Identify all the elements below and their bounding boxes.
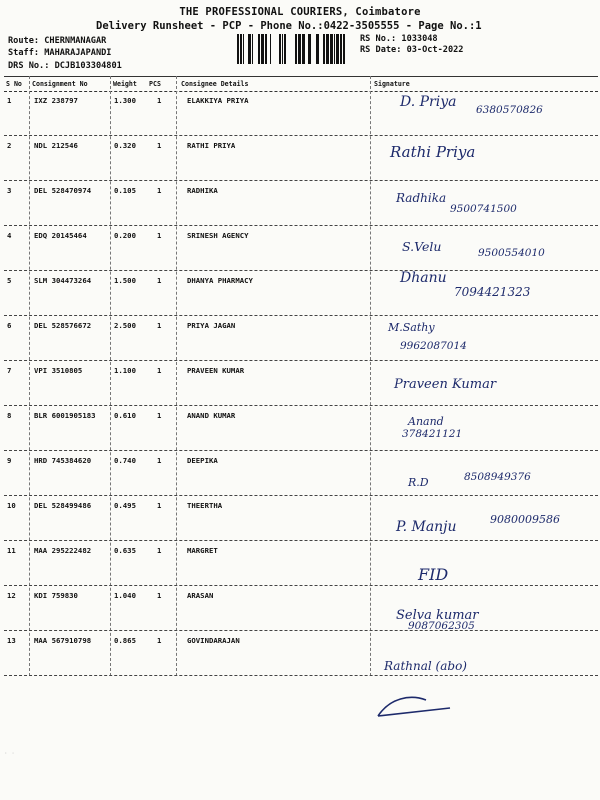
runsheet-title: Delivery Runsheet - PCP - Phone No.:0422-3505555 - Page No.:1 bbox=[96, 20, 482, 32]
signature-text: Radhika bbox=[396, 191, 447, 205]
row-sno: 13 bbox=[7, 636, 16, 645]
signature-phone: 9962087014 bbox=[400, 340, 467, 352]
col-signature: Signature bbox=[374, 80, 410, 88]
signature bbox=[378, 585, 600, 630]
row-consignment: HRD 745384620 bbox=[34, 456, 92, 465]
table-row bbox=[4, 225, 598, 271]
table-row bbox=[4, 630, 598, 676]
table-row bbox=[4, 405, 598, 451]
row-consignment: VPI 3510805 bbox=[34, 366, 83, 375]
signature-phone: 9500554010 bbox=[478, 247, 545, 259]
row-weight: 0.635 bbox=[114, 546, 136, 555]
barcode bbox=[237, 34, 352, 64]
signature-text: S.Velu bbox=[402, 239, 442, 254]
col-pcs: PCS bbox=[149, 80, 161, 88]
signature-text: Anand bbox=[408, 415, 444, 428]
signature-phone: 7094421323 bbox=[454, 285, 531, 299]
col-consignee: Consignee Details bbox=[181, 80, 249, 88]
row-weight: 0.610 bbox=[114, 411, 136, 420]
row-pcs: 1 bbox=[157, 411, 162, 420]
signature-phone: 9087062305 bbox=[408, 620, 475, 632]
row-sno: 3 bbox=[7, 186, 12, 195]
row-weight: 0.320 bbox=[114, 141, 136, 150]
row-pcs: 1 bbox=[157, 636, 162, 645]
table-row bbox=[4, 450, 598, 496]
row-consignee: DHANYA PHARMACY bbox=[187, 276, 253, 285]
row-consignee: SRINESH AGENCY bbox=[187, 231, 249, 240]
signature bbox=[378, 540, 600, 585]
row-consignment: MAA 295222482 bbox=[34, 546, 92, 555]
signature-phone: 9080009586 bbox=[490, 513, 560, 526]
signature bbox=[378, 360, 600, 405]
signature-text: R.D bbox=[408, 476, 429, 489]
signature-phone: 8508949376 bbox=[464, 471, 531, 483]
signature bbox=[378, 225, 600, 270]
row-sno: 5 bbox=[7, 276, 12, 285]
signature bbox=[378, 495, 600, 540]
signature bbox=[378, 405, 600, 450]
signature-phone: 9500741500 bbox=[450, 203, 517, 215]
signature-text: Praveen Kumar bbox=[394, 377, 497, 392]
row-consignee: RADHIKA bbox=[187, 186, 218, 195]
row-consignee: ARASAN bbox=[187, 591, 214, 600]
signature-text: Selva kumar bbox=[396, 608, 479, 623]
signature-text: D. Priya bbox=[400, 94, 457, 110]
row-consignee: MARGRET bbox=[187, 546, 218, 555]
row-consignee: ELAKKIYA PRIYA bbox=[187, 96, 249, 105]
signature bbox=[378, 135, 600, 180]
row-pcs: 1 bbox=[157, 276, 162, 285]
row-sno: 11 bbox=[7, 546, 16, 555]
signature-text: Dhanu bbox=[400, 270, 447, 286]
signature-text: P. Manju bbox=[396, 519, 457, 535]
staff: Staff: MAHARAJAPANDI bbox=[8, 48, 112, 58]
row-consignment: DEL 528470974 bbox=[34, 186, 92, 195]
table-row bbox=[4, 540, 598, 586]
row-weight: 0.200 bbox=[114, 231, 136, 240]
end-scribble bbox=[370, 686, 460, 726]
row-consignment: MAA 567910798 bbox=[34, 636, 92, 645]
row-consignee: PRIYA JAGAN bbox=[187, 321, 236, 330]
row-consignee: PRAVEEN KUMAR bbox=[187, 366, 245, 375]
row-sno: 2 bbox=[7, 141, 12, 150]
signature bbox=[378, 270, 600, 315]
row-consignment: IXZ 238797 bbox=[34, 96, 78, 105]
row-sno: 10 bbox=[7, 501, 16, 510]
row-consignment: DEL 528499486 bbox=[34, 501, 92, 510]
corner-mark: · · bbox=[4, 750, 15, 757]
row-pcs: 1 bbox=[157, 456, 162, 465]
row-consignee: DEEPIKA bbox=[187, 456, 218, 465]
row-weight: 1.040 bbox=[114, 591, 136, 600]
route: Route: CHERNMANAGAR bbox=[8, 36, 107, 46]
row-pcs: 1 bbox=[157, 186, 162, 195]
rs-number: RS No.: 1033048 bbox=[360, 34, 438, 44]
row-weight: 0.865 bbox=[114, 636, 136, 645]
table-row bbox=[4, 360, 598, 406]
row-consignee: RATHI PRIYA bbox=[187, 141, 236, 150]
row-consignment: BLR 6001905183 bbox=[34, 411, 96, 420]
signature bbox=[378, 180, 600, 225]
row-weight: 1.300 bbox=[114, 96, 136, 105]
table-row bbox=[4, 135, 598, 181]
row-pcs: 1 bbox=[157, 231, 162, 240]
row-weight: 0.740 bbox=[114, 456, 136, 465]
table-row bbox=[4, 585, 598, 631]
table-row bbox=[4, 90, 598, 136]
signature-text: M.Sathy bbox=[388, 321, 435, 334]
row-pcs: 1 bbox=[157, 321, 162, 330]
signature-text: FID bbox=[418, 565, 449, 584]
signature-text: Rathnal (abo) bbox=[384, 659, 467, 673]
row-pcs: 1 bbox=[157, 141, 162, 150]
signature bbox=[378, 630, 600, 675]
signature bbox=[378, 450, 600, 495]
col-weight: Weight bbox=[113, 80, 137, 88]
row-sno: 9 bbox=[7, 456, 12, 465]
row-weight: 1.100 bbox=[114, 366, 136, 375]
row-consignee: THEERTHA bbox=[187, 501, 223, 510]
signature bbox=[378, 315, 600, 360]
row-sno: 6 bbox=[7, 321, 12, 330]
row-sno: 12 bbox=[7, 591, 16, 600]
signature bbox=[378, 90, 600, 135]
signature-text: Rathi Priya bbox=[390, 143, 476, 161]
row-pcs: 1 bbox=[157, 591, 162, 600]
col-sno: S No bbox=[6, 80, 22, 88]
row-sno: 4 bbox=[7, 231, 12, 240]
row-pcs: 1 bbox=[157, 96, 162, 105]
row-consignment: DEL 528576672 bbox=[34, 321, 92, 330]
row-pcs: 1 bbox=[157, 501, 162, 510]
row-consignment: KDI 759830 bbox=[34, 591, 78, 600]
row-pcs: 1 bbox=[157, 546, 162, 555]
row-weight: 1.500 bbox=[114, 276, 136, 285]
col-consignment: Consignment No bbox=[32, 80, 88, 88]
row-sno: 1 bbox=[7, 96, 12, 105]
table-row bbox=[4, 495, 598, 541]
row-weight: 0.495 bbox=[114, 501, 136, 510]
row-consignee: ANAND KUMAR bbox=[187, 411, 236, 420]
row-sno: 8 bbox=[7, 411, 12, 420]
row-consignment: SLM 304473264 bbox=[34, 276, 92, 285]
row-pcs: 1 bbox=[157, 366, 162, 375]
row-consignment: EDQ 20145464 bbox=[34, 231, 87, 240]
drs-number: DRS No.: DCJB103304801 bbox=[8, 61, 122, 71]
signature-phone: 378421121 bbox=[402, 428, 463, 440]
company-title: THE PROFESSIONAL COURIERS, Coimbatore bbox=[179, 6, 421, 18]
row-consignee: GOVINDARAJAN bbox=[187, 636, 240, 645]
table-row bbox=[4, 180, 598, 226]
table-row bbox=[4, 315, 598, 361]
row-consignment: NDL 212546 bbox=[34, 141, 78, 150]
rs-date: RS Date: 03-Oct-2022 bbox=[360, 45, 464, 55]
row-sno: 7 bbox=[7, 366, 12, 375]
row-weight: 2.500 bbox=[114, 321, 136, 330]
signature-phone: 6380570826 bbox=[476, 104, 543, 116]
table-row bbox=[4, 270, 598, 316]
row-weight: 0.105 bbox=[114, 186, 136, 195]
